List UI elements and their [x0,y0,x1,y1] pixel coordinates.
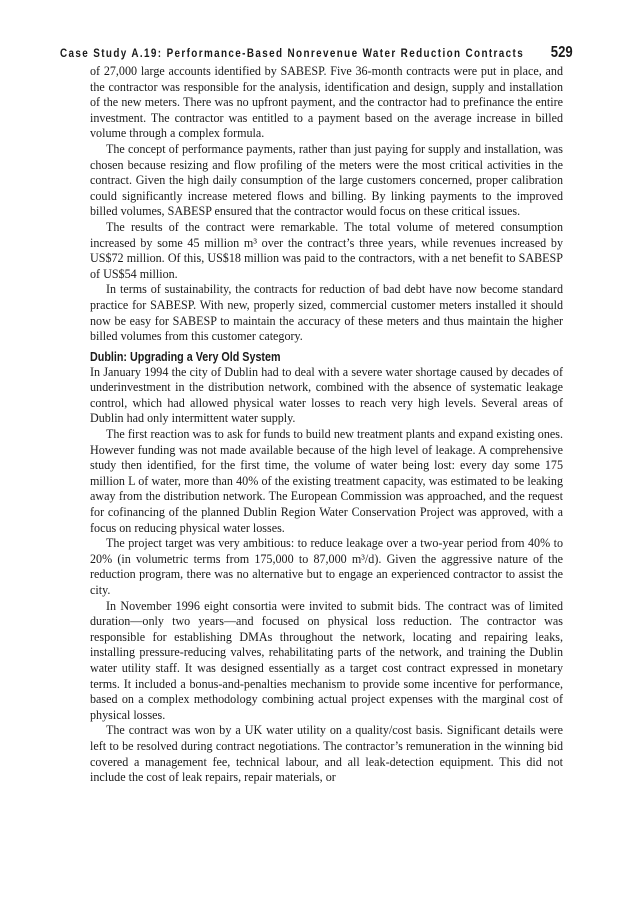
paragraph-sabesp-1: of 27,000 large accounts identified by SABESP. Five 36-month contracts were put in place, and the contractor was responsible for the analysis, identification and design, supply and installation of the new meters. There was no upfront payment, and the contractor had to prefinance the entire investment. The contractor was entitled to a payment based on the average increase in billed volume through a complex formula. [90,64,563,141]
section-heading-dublin: Dublin: Upgrading a Very Old System [90,349,281,364]
paragraph-dublin-3: The project target was very ambitious: to reduce leakage over a two-year period from 40% to 20% (in volumetric terms from 175,000 to 87,000 m³/d). Given the aggressive nature of the reduction program, there was no alternative but to engage an experienced contractor to assist the city. [90,536,563,597]
paragraph-dublin-2: The first reaction was to ask for funds to build new treatment plants and expand existing ones. However funding was not made available because of the high level of leakage. A comprehensive study then identified, for the first time, the volume of water being lost: every day some 175 million L of water, more than 40% of the existing treatment capacity, was estimated to be leaking away from the distribution network. The European Commission was approached, and the request for cofinancing of the planned Dublin Region Water Conservation Project was approved, with a focus on reducing physical water losses. [90,427,563,535]
paragraph-dublin-5: The contract was won by a UK water utility on a quality/cost basis. Significant details were left to be resolved during contract negotiations. The contractor’s remuneration in the winning bid covered a management fee, technical labour, and all leak-detection equipment. This did not include the cost of leak repairs, repair materials, or [90,723,563,785]
body-text [90,64,563,786]
paragraph-dublin-4: In November 1996 eight consortia were invited to submit bids. The contract was of limited duration—only two years—and focused on physical loss reduction. The contractor was responsible for establishing DMAs throughout the network, locating and repairing leaks, installing pressure-reducing valves, rehabilitating parts of the network, and training the Dublin water utility staff. It was designed essentially as a target cost contract expressed in monetary terms. It included a bonus-and-penalties mechanism to provide some incentive for performance, based on a complex methodology combining actual project expenses with the marginal cost of physical losses. [90,598,563,722]
paragraph-sabesp-3: The results of the contract were remarkable. The total volume of metered consumption increased by some 45 million m³ over the contract’s three years, while revenues increased by US$72 million. Of this, US$18 million was paid to the contractors, with a net benefit to SABESP of US$54 million. [90,219,563,281]
running-title: Case Study A.19: Performance-Based Nonrevenue Water Reduction Contracts [60,48,525,60]
paragraph-dublin-1: In January 1994 the city of Dublin had to deal with a severe water shortage caused by decades of underinvestment in the distribution network, combined with the absence of systematic leakage control, which had allowed physical water losses to reach very high levels. Several areas of Dublin had only intermittent water supply. [90,364,563,426]
running-head [60,44,573,64]
paragraph-sabesp-2: The concept of performance payments, rather than just paying for supply and installation, was chosen because resizing and flow profiling of the meters were the most critical activities in the contract. Given the high daily consumption of the large customers concerned, proper calibration could significantly increase metered flows and billing. By linking payments to the improved billed volumes, SABESP ensured that the contractor would focus on these critical issues. [90,141,563,219]
paragraph-sabesp-4: In terms of sustainability, the contracts for reduction of bad debt have now become standard practice for SABESP. With new, properly sized, commercial customer meters installed it should now be easy for SABESP to maintain the accuracy of these meters and thus maintain the higher billed volumes from this customer category. [90,282,563,344]
page-number: 529 [551,44,573,61]
